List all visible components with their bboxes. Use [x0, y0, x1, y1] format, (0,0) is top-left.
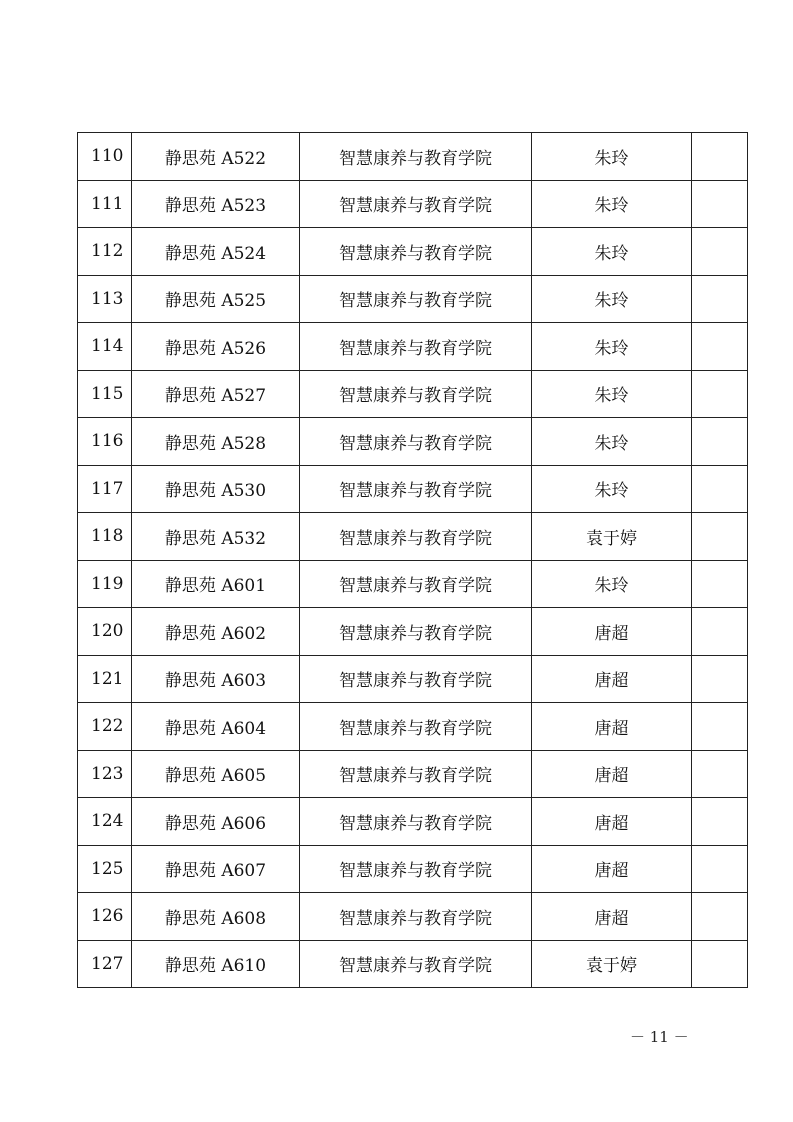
remark-cell [692, 228, 748, 276]
room-cell: 静思苑 A608 [132, 893, 300, 941]
row-number-cell: 115 [78, 370, 132, 418]
dormitory-table [77, 132, 748, 988]
contact-person-cell: 唐超 [532, 655, 692, 703]
remark-cell [692, 465, 748, 513]
contact-person-cell: 袁于婷 [532, 513, 692, 561]
table-row [78, 275, 748, 323]
room-cell: 静思苑 A610 [132, 940, 300, 988]
contact-person-cell: 朱玲 [532, 180, 692, 228]
dormitory-table-body [78, 133, 748, 988]
remark-cell [692, 655, 748, 703]
remark-cell [692, 418, 748, 466]
remark-cell [692, 940, 748, 988]
contact-person-cell: 唐超 [532, 608, 692, 656]
table-row [78, 940, 748, 988]
row-number-cell: 113 [78, 275, 132, 323]
contact-person-cell: 唐超 [532, 845, 692, 893]
room-cell: 静思苑 A604 [132, 703, 300, 751]
room-cell: 静思苑 A530 [132, 465, 300, 513]
college-cell: 智慧康养与教育学院 [300, 323, 532, 371]
contact-person-cell: 朱玲 [532, 133, 692, 181]
row-number-cell: 117 [78, 465, 132, 513]
remark-cell [692, 323, 748, 371]
room-cell: 静思苑 A527 [132, 370, 300, 418]
college-cell: 智慧康养与教育学院 [300, 750, 532, 798]
row-number-cell: 114 [78, 323, 132, 371]
remark-cell [692, 750, 748, 798]
college-cell: 智慧康养与教育学院 [300, 513, 532, 561]
remark-cell [692, 133, 748, 181]
contact-person-cell: 朱玲 [532, 418, 692, 466]
college-cell: 智慧康养与教育学院 [300, 893, 532, 941]
college-cell: 智慧康养与教育学院 [300, 133, 532, 181]
contact-person-cell: 朱玲 [532, 465, 692, 513]
table-row [78, 370, 748, 418]
college-cell: 智慧康养与教育学院 [300, 180, 532, 228]
room-cell: 静思苑 A605 [132, 750, 300, 798]
remark-cell [692, 180, 748, 228]
table-row [78, 703, 748, 751]
remark-cell [692, 560, 748, 608]
room-cell: 静思苑 A607 [132, 845, 300, 893]
table-row [78, 323, 748, 371]
contact-person-cell: 唐超 [532, 893, 692, 941]
row-number-cell: 122 [78, 703, 132, 751]
table-row [78, 798, 748, 846]
contact-person-cell: 唐超 [532, 798, 692, 846]
room-cell: 静思苑 A528 [132, 418, 300, 466]
college-cell: 智慧康养与教育学院 [300, 275, 532, 323]
college-cell: 智慧康养与教育学院 [300, 608, 532, 656]
contact-person-cell: 朱玲 [532, 323, 692, 371]
room-cell: 静思苑 A522 [132, 133, 300, 181]
table-row [78, 655, 748, 703]
room-cell: 静思苑 A602 [132, 608, 300, 656]
row-number-cell: 119 [78, 560, 132, 608]
remark-cell [692, 845, 748, 893]
room-cell: 静思苑 A524 [132, 228, 300, 276]
room-cell: 静思苑 A525 [132, 275, 300, 323]
college-cell: 智慧康养与教育学院 [300, 703, 532, 751]
college-cell: 智慧康养与教育学院 [300, 228, 532, 276]
remark-cell [692, 513, 748, 561]
table-row [78, 418, 748, 466]
contact-person-cell: 朱玲 [532, 370, 692, 418]
row-number-cell: 111 [78, 180, 132, 228]
row-number-cell: 112 [78, 228, 132, 276]
remark-cell [692, 275, 748, 323]
table-row [78, 750, 748, 798]
room-cell: 静思苑 A603 [132, 655, 300, 703]
page-number: － 11 － [630, 1028, 689, 1046]
remark-cell [692, 608, 748, 656]
college-cell: 智慧康养与教育学院 [300, 940, 532, 988]
table-row [78, 845, 748, 893]
table-row [78, 893, 748, 941]
table-row [78, 228, 748, 276]
contact-person-cell: 朱玲 [532, 275, 692, 323]
room-cell: 静思苑 A601 [132, 560, 300, 608]
remark-cell [692, 893, 748, 941]
room-cell: 静思苑 A532 [132, 513, 300, 561]
contact-person-cell: 袁于婷 [532, 940, 692, 988]
college-cell: 智慧康养与教育学院 [300, 418, 532, 466]
table-row [78, 513, 748, 561]
room-cell: 静思苑 A526 [132, 323, 300, 371]
contact-person-cell: 朱玲 [532, 560, 692, 608]
college-cell: 智慧康养与教育学院 [300, 465, 532, 513]
college-cell: 智慧康养与教育学院 [300, 370, 532, 418]
college-cell: 智慧康养与教育学院 [300, 798, 532, 846]
table-row [78, 560, 748, 608]
table-row [78, 465, 748, 513]
row-number-cell: 120 [78, 608, 132, 656]
contact-person-cell: 唐超 [532, 750, 692, 798]
row-number-cell: 118 [78, 513, 132, 561]
remark-cell [692, 370, 748, 418]
remark-cell [692, 703, 748, 751]
row-number-cell: 116 [78, 418, 132, 466]
row-number-cell: 125 [78, 845, 132, 893]
remark-cell [692, 798, 748, 846]
row-number-cell: 123 [78, 750, 132, 798]
room-cell: 静思苑 A606 [132, 798, 300, 846]
row-number-cell: 127 [78, 940, 132, 988]
contact-person-cell: 唐超 [532, 703, 692, 751]
college-cell: 智慧康养与教育学院 [300, 655, 532, 703]
table-row [78, 608, 748, 656]
row-number-cell: 126 [78, 893, 132, 941]
row-number-cell: 121 [78, 655, 132, 703]
room-cell: 静思苑 A523 [132, 180, 300, 228]
row-number-cell: 110 [78, 133, 132, 181]
contact-person-cell: 朱玲 [532, 228, 692, 276]
college-cell: 智慧康养与教育学院 [300, 845, 532, 893]
table-row [78, 133, 748, 181]
row-number-cell: 124 [78, 798, 132, 846]
college-cell: 智慧康养与教育学院 [300, 560, 532, 608]
table-row [78, 180, 748, 228]
